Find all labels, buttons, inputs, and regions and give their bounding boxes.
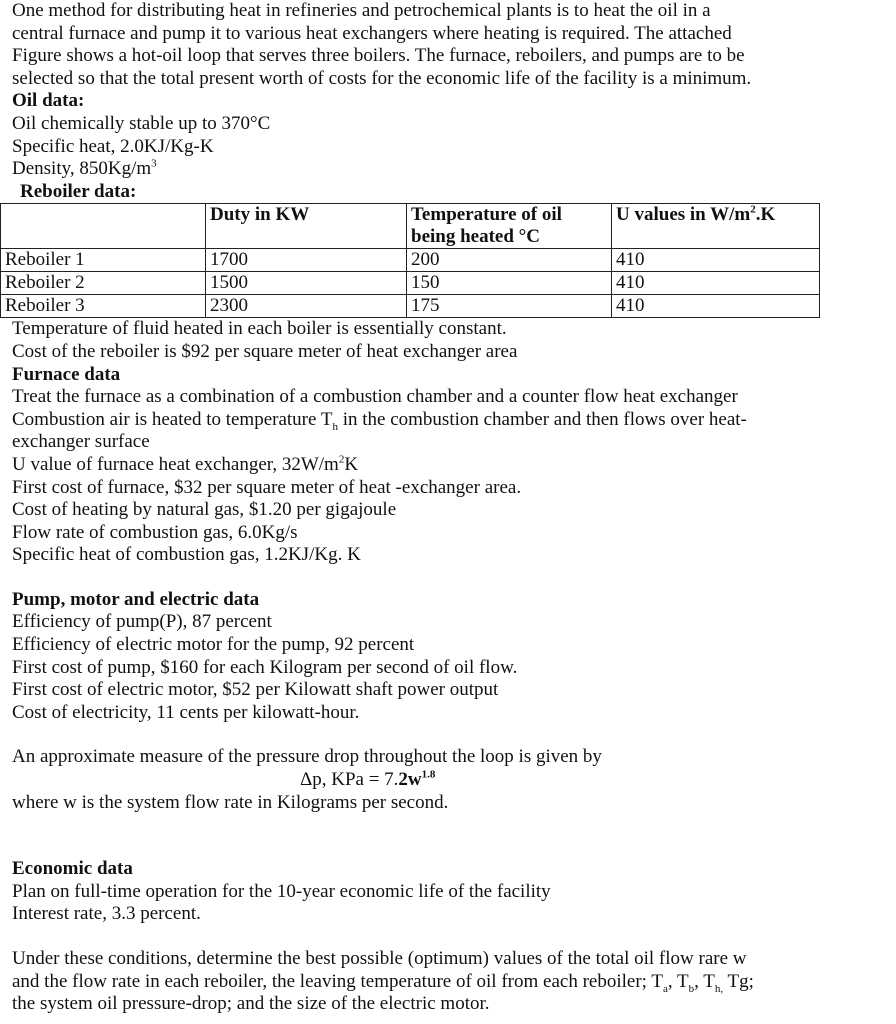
economic-life: Plan on full-time operation for the 10-year economic life of the facility (12, 880, 551, 902)
oil-density-text: Density, 850Kg/m (12, 158, 152, 180)
reboiler-name: Reboiler 1 (1, 249, 206, 272)
furnace-line-2-a: Combustion air is heated to temperature T (12, 408, 333, 430)
furnace-line-2 (12, 409, 890, 432)
ta-subscript: a (662, 982, 668, 995)
header-u-unit: .K (755, 204, 776, 226)
pressure-definition: where w is the system flow rate in Kilograms per second. (12, 791, 449, 813)
furnace-gas-specific-heat: Specific heat of combustion gas, 1.2KJ/Kg. K (12, 544, 361, 566)
oil-density-exponent: 3 (151, 157, 157, 170)
reboiler-table (0, 203, 820, 318)
document-page (5, 0, 890, 1016)
pressure-equation (12, 769, 890, 792)
furnace-data-heading: Furnace data (12, 363, 121, 385)
reboiler-duty: 1700 (206, 249, 407, 272)
furnace-u-value (12, 454, 890, 477)
table-row (1, 295, 820, 318)
economic-data-heading: Economic data (12, 858, 133, 880)
pressure-equation-text: Δp, KPa = 7. (300, 769, 399, 791)
reboiler-u: 410 (612, 295, 820, 318)
table-row (1, 272, 820, 295)
furnace-line-1: Treat the furnace as a combination of a combustion chamber and a counter flow heat exchanger (12, 386, 738, 408)
oil-density (12, 158, 890, 181)
reboiler-temp: 200 (407, 249, 612, 272)
reboiler-name: Reboiler 3 (1, 295, 206, 318)
pump-first-cost: First cost of pump, $160 for each Kilogram per second of oil flow. (12, 656, 518, 678)
motor-first-cost: First cost of electric motor, $52 per Kilowatt shaft power output (12, 679, 499, 701)
furnace-line-2-b: in the combustion chamber and then flows over heat- (337, 408, 747, 430)
reboiler-u: 410 (612, 249, 820, 272)
reboiler-name: Reboiler 2 (1, 272, 206, 295)
furnace-u-exponent: 2 (338, 453, 345, 466)
header-u-values (612, 204, 820, 249)
intro-line-2: central furnace and pump it to various heat exchangers where heating is required. The attached (12, 22, 732, 44)
pump-efficiency: Efficiency of pump(P), 87 percent (12, 611, 272, 633)
question-separator-1: , T (667, 970, 689, 992)
electricity-cost: Cost of electricity, 11 cents per kilowatt-hour. (12, 701, 360, 723)
th-subscript: h, (714, 982, 724, 995)
motor-efficiency: Efficiency of electric motor for the pump, 92 percent (12, 634, 415, 656)
oil-data-heading: Oil data: (12, 90, 85, 112)
reboiler-duty: 2300 (206, 295, 407, 318)
reboiler-duty: 1500 (206, 272, 407, 295)
intro-line-3: Figure shows a hot-oil loop that serves three boilers. The furnace, reboilers, and pumps are to be (12, 45, 745, 67)
reboiler-temp: 175 (407, 295, 612, 318)
pressure-equation-bold: 2w (398, 769, 422, 791)
pump-data-heading: Pump, motor and electric data (12, 588, 260, 610)
reboiler-data-heading: Reboiler data: (20, 180, 137, 202)
header-u-exponent: 2 (750, 204, 756, 217)
question-tail: Tg; (723, 970, 754, 992)
reboiler-note-temperature: Temperature of fluid heated in each boiler is essentially constant. (12, 318, 507, 340)
intro-line-1: One method for distributing heat in refineries and petrochemical plants is to heat the oil in a (12, 0, 711, 21)
furnace-first-cost: First cost of furnace, $32 per square meter of heat -exchanger area. (12, 476, 522, 498)
furnace-u-text: U value of furnace heat exchanger, 32W/m (12, 453, 339, 475)
furnace-gas-flow: Flow rate of combustion gas, 6.0Kg/s (12, 521, 298, 543)
intro-line-4: selected so that the total present worth of costs for the economic life of the facility is a minimum. (12, 67, 752, 89)
interest-rate: Interest rate, 3.3 percent. (12, 903, 201, 925)
header-duty: Duty in KW (206, 204, 407, 249)
reboiler-temp: 150 (407, 272, 612, 295)
question-line-3: the system oil pressure-drop; and the size of the electric motor. (12, 993, 490, 1015)
question-separator-2: , T (694, 970, 715, 992)
oil-stability: Oil chemically stable up to 370°C (12, 112, 271, 134)
question-line-2-text: and the flow rate in each reboiler, the leaving temperature of oil from each reboiler; T (12, 970, 663, 992)
oil-specific-heat: Specific heat, 2.0KJ/Kg-K (12, 135, 214, 157)
pressure-equation-exponent: 1.8 (421, 768, 436, 781)
reboiler-u: 410 (612, 272, 820, 295)
pressure-intro: An approximate measure of the pressure drop throughout the loop is given by (12, 746, 602, 768)
reboiler-table-header (1, 204, 820, 249)
header-blank (1, 204, 206, 249)
furnace-line-3: exchanger surface (12, 431, 150, 453)
furnace-u-unit: K (344, 453, 359, 475)
tb-subscript: b (688, 982, 695, 995)
furnace-gas-cost: Cost of heating by natural gas, $1.20 per gigajoule (12, 499, 397, 521)
question-line-2 (12, 971, 890, 994)
table-row (1, 249, 820, 272)
header-temperature: Temperature of oil being heated °C (407, 204, 612, 249)
header-u-text: U values in W/m (616, 204, 751, 226)
furnace-th-subscript: h (332, 420, 338, 433)
question-line-1: Under these conditions, determine the best possible (optimum) values of the total oil flow rare w (12, 948, 747, 969)
reboiler-note-cost: Cost of the reboiler is $92 per square meter of heat exchanger area (12, 340, 518, 362)
